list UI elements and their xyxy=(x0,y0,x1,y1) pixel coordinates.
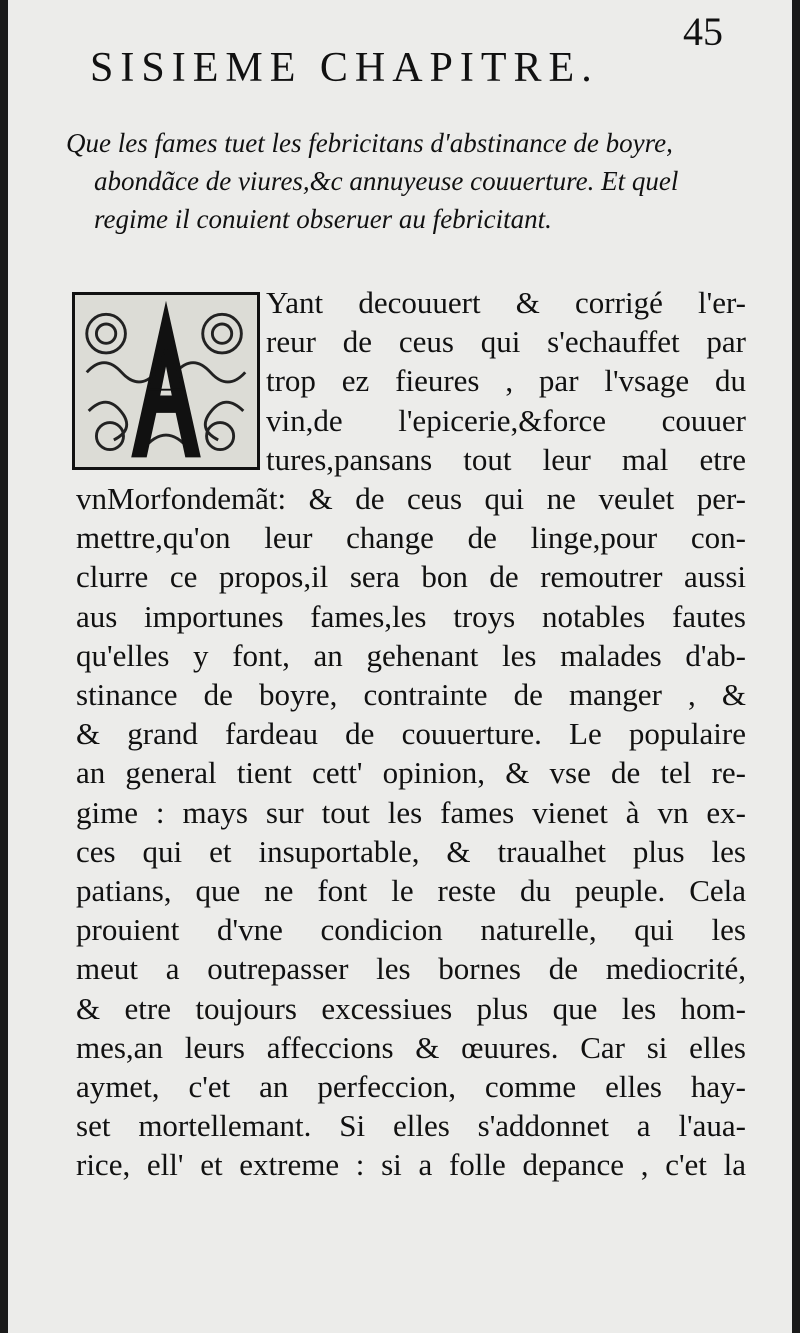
body-line: trop ez fieures , par l'vsage du xyxy=(266,363,746,399)
subtitle-line: regime il conuient obseruer au febricitant. xyxy=(94,204,552,234)
body-line: vin,de l'epicerie,&force couuer xyxy=(266,402,746,438)
body-line: aymet, c'et an perfeccion, comme elles hay- xyxy=(76,1069,746,1105)
subtitle-line: Que les fames tuet les febricitans d'abstinance de boyre, xyxy=(66,128,673,158)
subtitle-line: abondãce de viures,&c annuyeuse couuerture. Et quel xyxy=(94,166,679,196)
chapter-heading: SISIEME CHAPITRE. xyxy=(90,45,599,91)
body-line: & grand fardeau de couuerture. Le populaire xyxy=(76,716,746,752)
body-line: prouient d'vne condicion naturelle, qui les xyxy=(76,912,746,948)
body-line: Yant decouuert & corrigé l'er- xyxy=(266,285,746,320)
body-line: mes,an leurs affeccions & œuures. Car si elles xyxy=(76,1029,746,1065)
chapter-subtitle xyxy=(66,124,756,238)
body-line: an general tient cett' opinion, & vse de tel re- xyxy=(76,755,746,791)
body-line: meut a outrepasser les bornes de mediocrité, xyxy=(76,951,746,987)
body-line: aus importunes fames,les troys notables fautes xyxy=(76,598,746,634)
body-line: ces qui et insuportable, & traualhet plus les xyxy=(76,833,746,869)
book-page xyxy=(8,0,792,1333)
body-line: reur de ceus qui s'echauffet par xyxy=(266,324,746,360)
body-line: rice, ell' et extreme : si a folle depance , c'et la xyxy=(76,1147,746,1183)
page-number: 45 xyxy=(683,9,723,54)
body-line: & etre toujours excessiues plus que les hom- xyxy=(76,990,746,1026)
body-text xyxy=(76,283,746,1185)
body-line: vnMorfondemãt: & de ceus qui ne veulet per- xyxy=(76,481,746,517)
body-line: tures,pansans tout leur mal etre xyxy=(266,441,746,477)
body-line: gime : mays sur tout les fames vienet à vn ex- xyxy=(76,794,746,830)
body-line: stinance de boyre, contrainte de manger , & xyxy=(76,677,746,713)
body-line: clurre ce propos,il sera bon de remoutrer aussi xyxy=(76,559,746,595)
body-line: qu'elles y font, an gehenant les malades d'ab- xyxy=(76,637,746,673)
body-line: mettre,qu'on leur change de linge,pour con- xyxy=(76,520,746,556)
body-line: set mortellemant. Si elles s'addonnet a l'aua- xyxy=(76,1108,746,1144)
body-line: patians, que ne font le reste du peuple. Cela xyxy=(76,873,746,909)
